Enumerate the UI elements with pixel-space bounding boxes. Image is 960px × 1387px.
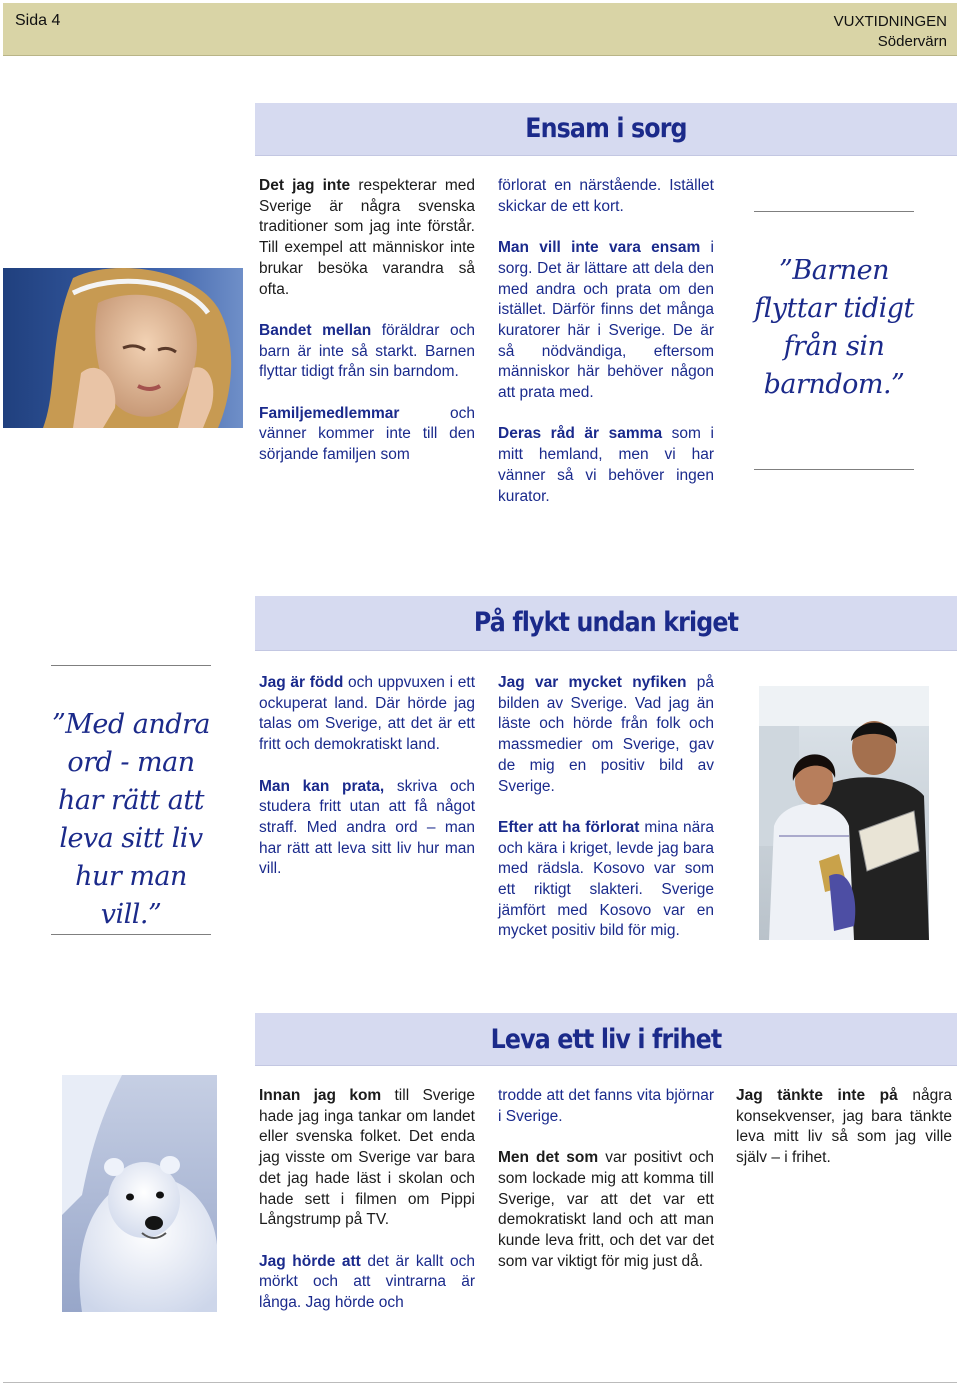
paragraph-text: var positivt och som lockade mig att komma till Sverige, var att det var ett demokratiskt land och att man kunde leva fritt, och det var det som var viktigt för mig just då. <box>498 1149 715 1270</box>
pull-quote-barnen: ”Barnen flyttar tidigt från sin barndom.” <box>754 255 914 400</box>
paragraph-lead: Det jag inte <box>259 177 351 194</box>
quote-rule-bottom <box>754 469 914 470</box>
paragraph-lead: Efter att ha förlorat <box>498 818 640 836</box>
paragraph <box>498 1148 714 1272</box>
paragraph <box>259 673 475 756</box>
paragraph <box>259 321 475 383</box>
paragraph-text: skriva och studera fritt utan att få något straff. Med andra ord – man har rätt att leva sitt liv hur man vill. <box>259 777 475 878</box>
quote-rule-top <box>754 211 914 212</box>
article-ensam-column-2 <box>498 176 714 528</box>
section-banner-ensam <box>255 103 957 156</box>
paragraph-text: föräldrar och barn är inte så starkt. Barnen flyttar tidigt från sin barndom. <box>259 321 475 381</box>
paragraph-lead: Bandet mellan <box>259 321 372 339</box>
paragraph <box>259 777 475 881</box>
paragraph: förlorat en närstående. Istället skickar de ett kort. <box>498 177 714 215</box>
publication-subtitle: Södervärn <box>877 33 947 50</box>
paragraph-lead: Jag är född <box>259 674 344 691</box>
section-banner-frihet <box>255 1013 957 1066</box>
paragraph-text: och uppvuxen i ett ockuperat land. Där hörde jag talas om Sverige, att det är ett fritt och demokratiskt land. <box>259 674 475 754</box>
paragraph-lead: Man vill inte vara ensam <box>498 239 701 257</box>
paragraph-text: respekterar med Sverige är några svenska traditioner som jag inte förstår. Till exempel att människor inte brukar besöka varandra så ofta. <box>259 177 475 298</box>
paragraph-text: på bilden av Sverige. Vad jag än läste och hörde från folk och massmedier om Sverige, gav de mig en positiv bild av Sverige. <box>498 674 714 795</box>
section-banner-flykt <box>255 596 957 651</box>
paragraph-text: mina nära och kära i kriget, levde jag bara med rädsla. Kosovo var som ett riktigt slakteri. Sverige jämfört med Kosovo var en mycket positiv bild för mig. <box>498 818 715 940</box>
paragraph <box>259 176 475 300</box>
section-title: På flykt undan kriget <box>473 607 739 638</box>
paragraph-text: i sorg. Det är lättare att dela den med andra och prata om den istället. Därför finns det många kuratorer här i Sverige. De är så nödvändiga, eftersom människor här behöver någon att prata med. <box>498 239 714 402</box>
article-ensam-column-1 <box>259 176 475 487</box>
paragraph-lead: Innan jag kom <box>259 1087 382 1104</box>
footer-rule <box>3 1382 957 1383</box>
quote-rule-top <box>51 665 211 666</box>
couple-reading-photo <box>759 686 929 940</box>
paragraph: trodde att det fanns vita björnar i Sverige. <box>498 1087 714 1125</box>
paragraph <box>498 818 714 942</box>
paragraph-lead: Jag tänkte inte på <box>736 1087 898 1104</box>
section-title: Leva ett liv i frihet <box>490 1024 722 1055</box>
page-header <box>3 3 957 56</box>
paragraph <box>498 673 714 797</box>
polar-bear-photo <box>62 1075 217 1312</box>
paragraph-text: och vänner kommer inte till den sörjande familjen som <box>259 404 475 464</box>
paragraph-lead: Man kan prata, <box>259 777 385 795</box>
paragraph-lead: Familjemedlemmar <box>259 404 400 422</box>
paragraph-text: det är kallt och mörkt och att vintrarna är långa. Jag hörde och <box>259 1252 475 1312</box>
article-flykt-column-2 <box>498 673 714 963</box>
article-flykt-column-1 <box>259 673 475 901</box>
couple-illustration <box>759 686 929 940</box>
sad-girl-photo <box>3 268 243 428</box>
paragraph-lead: Jag var mycket nyfiken <box>498 674 687 691</box>
article-frihet-column-2 <box>498 1086 714 1293</box>
paragraph <box>259 404 475 466</box>
paragraph <box>259 1086 475 1231</box>
section-title: Ensam i sorg <box>525 113 687 144</box>
article-frihet-column-1 <box>259 1086 475 1334</box>
paragraph-text: några konsekvenser, jag bara tänkte leva mitt liv så som jag ville själv – i frihet. <box>736 1087 952 1167</box>
pull-quote-med-andra-ord: ”Med andra ord - man har rätt att leva sitt liv hur man vill.” <box>51 709 211 930</box>
polar-bear-illustration <box>62 1075 217 1312</box>
paragraph-lead: Deras råd är samma <box>498 425 663 443</box>
paragraph-lead: Men det som <box>498 1149 599 1167</box>
publication-info <box>834 12 947 52</box>
paragraph-lead: Jag hörde att <box>259 1252 361 1270</box>
quote-rule-bottom <box>51 934 211 935</box>
publication-name: VUXTIDNINGEN <box>833 13 947 30</box>
paragraph-text: till Sverige hade jag inga tankar om landet eller svenska folket. Det enda jag visste om Sverige var bara det jag hade läst i skolan och hade sett i filmen om Pippi Långstrump på TV. <box>259 1087 475 1229</box>
paragraph <box>498 424 714 507</box>
paragraph <box>259 1252 475 1314</box>
paragraph <box>498 238 714 404</box>
paragraph <box>736 1086 952 1169</box>
sad-girl-illustration <box>3 268 243 428</box>
page-number: Sida 4 <box>15 12 61 29</box>
paragraph-text: som i mitt hemland, men vi har vänner så vi behöver ingen kurator. <box>498 425 714 505</box>
article-frihet-column-3 <box>736 1086 952 1190</box>
